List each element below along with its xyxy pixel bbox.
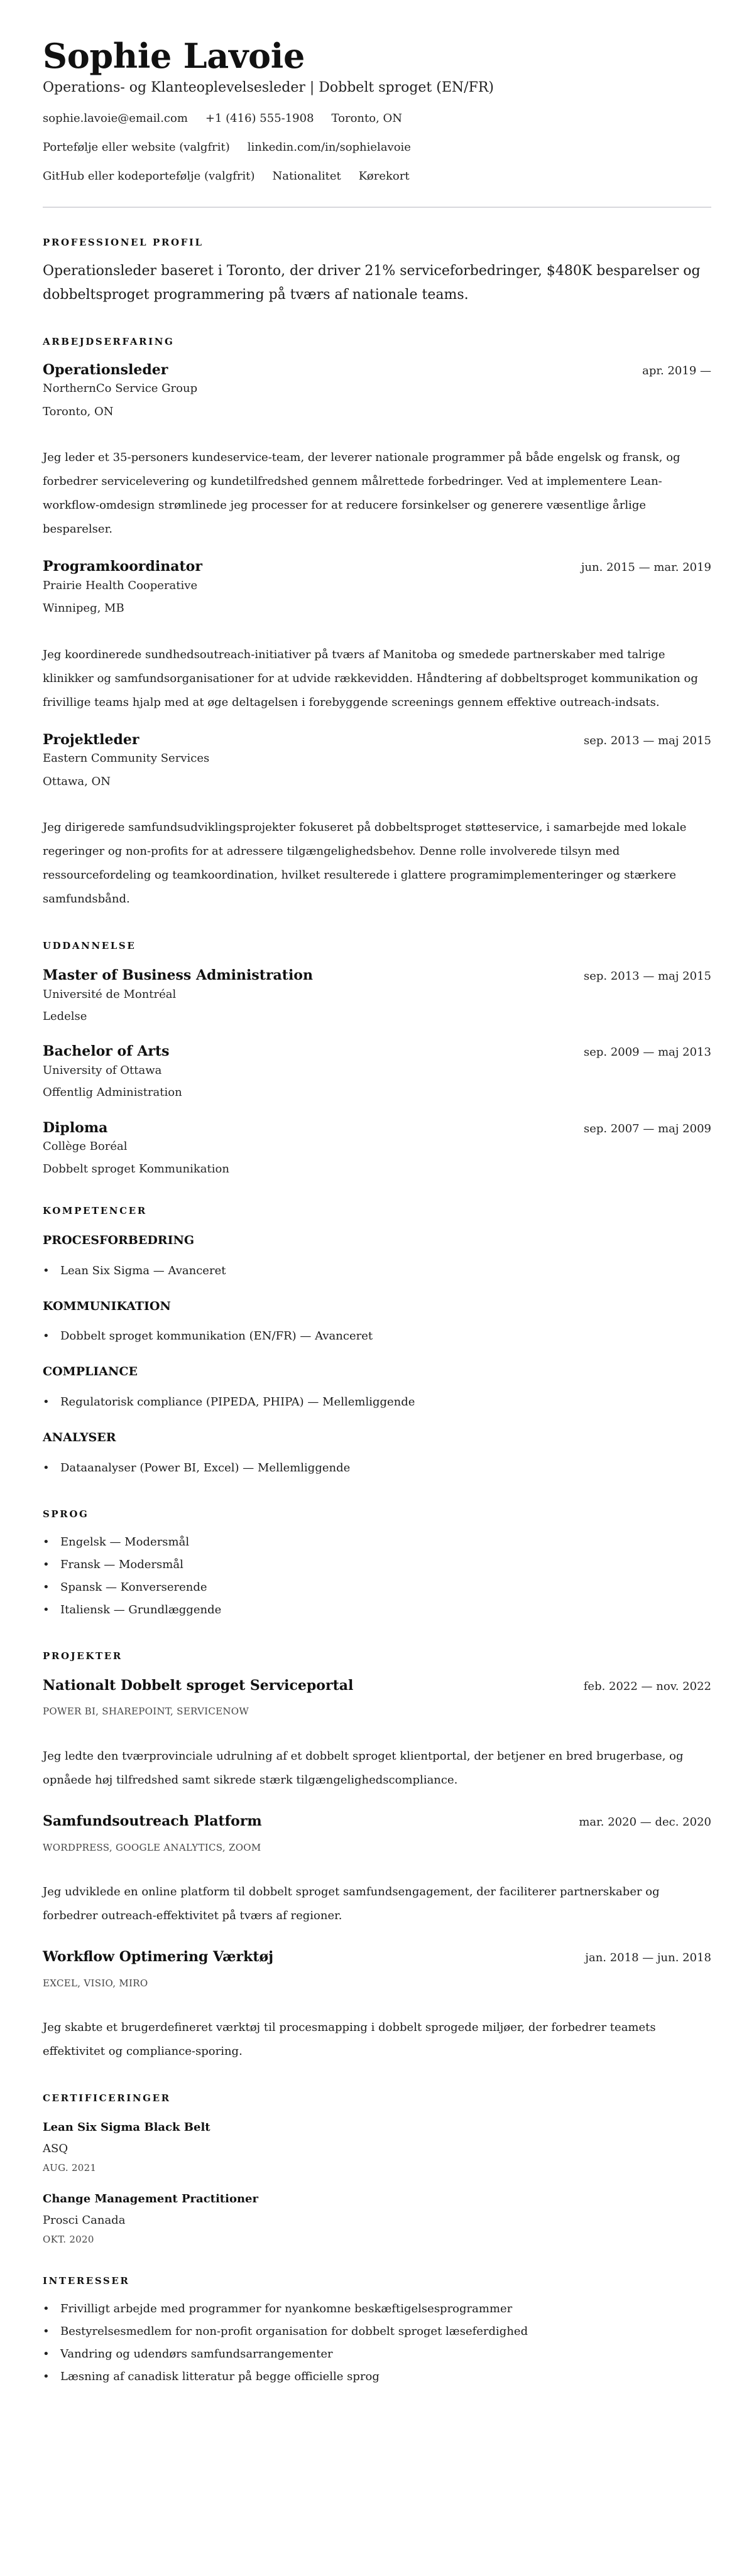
job-company: NorthernCo Service Group xyxy=(43,382,198,396)
skill-group xyxy=(43,1364,711,1414)
job-title: Programkoordinator xyxy=(43,558,202,575)
skills-groups xyxy=(43,1233,711,1480)
skills-section xyxy=(43,1205,711,1480)
skill-list xyxy=(43,1260,711,1282)
project-tech-stack: WORDPRESS, GOOGLE ANALYTICS, ZOOM xyxy=(43,1841,261,1853)
job-location: Winnipeg, MB xyxy=(43,602,124,615)
contact-portfolio[interactable]: Portefølje eller website (valgfrit) xyxy=(43,141,230,154)
field-of-study: Offentlig Administration xyxy=(43,1086,182,1100)
certification-issuer: Prosci Canada xyxy=(43,2213,126,2227)
contact-location: Toronto, ON xyxy=(331,111,403,125)
interest-item: • Bestyrelsesmedlem for non-profit organisation for dobbelt sproget læseferdighed xyxy=(43,2320,711,2343)
contact-info xyxy=(43,111,711,184)
project-tech-stack: POWER BI, SHAREPOINT, SERVICENOW xyxy=(43,1706,249,1718)
language-item: • Spansk — Konverserende xyxy=(43,1576,711,1599)
projects-section xyxy=(43,1650,711,2064)
education-entry xyxy=(43,966,711,1024)
experience-entry xyxy=(43,731,711,911)
experience-entry xyxy=(43,558,711,714)
language-list xyxy=(43,1531,711,1621)
contact-phone[interactable]: +1 (416) 555-1908 xyxy=(205,111,314,125)
degree-title: Master of Business Administration xyxy=(43,966,313,983)
job-location: Ottawa, ON xyxy=(43,774,111,788)
field-of-study: Ledelse xyxy=(43,1009,87,1023)
project-dates: feb. 2022 — nov. 2022 xyxy=(583,1679,711,1693)
contact-row xyxy=(43,140,711,154)
education-section xyxy=(43,940,711,1176)
job-title: Operationsleder xyxy=(43,361,168,378)
project-dates: jan. 2018 — jun. 2018 xyxy=(585,1951,711,1965)
job-dates: apr. 2019 — xyxy=(642,364,711,377)
education-dates: sep. 2013 — maj 2015 xyxy=(583,969,711,983)
contact-drivers-license: Kørekort xyxy=(358,170,410,183)
section-title: INTERESSER xyxy=(43,2275,130,2286)
certification-title: Change Management Practitioner xyxy=(43,2192,258,2206)
section-title: PROFESSIONEL PROFIL xyxy=(43,236,204,248)
project-list xyxy=(43,1677,711,2064)
skill-item: • Regulatorisk compliance (PIPEDA, PHIPA) — Mellemliggende xyxy=(43,1391,711,1414)
interests-section xyxy=(43,2275,711,2388)
contact-row xyxy=(43,111,711,126)
education-entry xyxy=(43,1042,711,1100)
language-item: • Fransk — Modersmål xyxy=(43,1554,711,1576)
language-item: • Italiensk — Grundlæggende xyxy=(43,1599,711,1621)
experience-section xyxy=(43,336,711,911)
contact-linkedin[interactable]: linkedin.com/in/sophielavoie xyxy=(247,141,411,154)
skill-list xyxy=(43,1391,711,1414)
certification-list xyxy=(43,2120,711,2246)
skill-group xyxy=(43,1299,711,1348)
certification-entry xyxy=(43,2120,711,2174)
job-company: Eastern Community Services xyxy=(43,752,210,766)
job-location: Toronto, ON xyxy=(43,404,114,418)
project-description: Jeg udviklede en online platform til dobbelt sproget samfundsengagement, der faciliterer partnerskaber og forbedrer outreach-effektivitet på tværs af regioner. xyxy=(43,1885,660,1923)
experience-list xyxy=(43,361,711,911)
certification-issuer: ASQ xyxy=(43,2141,68,2155)
project-tech-stack: EXCEL, VISIO, MIRO xyxy=(43,1977,148,1989)
job-dates: jun. 2015 — mar. 2019 xyxy=(581,561,711,575)
job-company: Prairie Health Cooperative xyxy=(43,578,198,592)
section-title: KOMPETENCER xyxy=(43,1205,147,1217)
skill-category: PROCESFORBEDRING xyxy=(43,1233,195,1248)
project-title: Nationalt Dobbelt sproget Serviceportal xyxy=(43,1677,354,1694)
degree-title: Diploma xyxy=(43,1119,108,1136)
project-entry xyxy=(43,1677,711,1792)
profile-summary: Operationsleder baseret i Toronto, der driver 21% serviceforbedringer, $480K besparelser og dobbeltsproget programmering på tværs af nationale teams. xyxy=(43,262,701,303)
candidate-name: Sophie Lavoie xyxy=(43,36,305,76)
project-description: Jeg skabte et brugerdefineret værktøj til procesmapping i dobbelt sprogede miljøer, der forbedrer teamets effektivitet og compliance-sporing. xyxy=(43,2021,656,2059)
interest-list xyxy=(43,2298,711,2388)
languages-section xyxy=(43,1508,711,1621)
section-title: CERTIFICERINGER xyxy=(43,2092,171,2104)
education-entry xyxy=(43,1119,711,1176)
header-divider xyxy=(43,207,711,208)
skill-category: KOMMUNIKATION xyxy=(43,1299,171,1313)
skill-item: • Lean Six Sigma — Avanceret xyxy=(43,1260,711,1282)
contact-github[interactable]: GitHub eller kodeportefølje (valgfrit) xyxy=(43,170,255,183)
education-list xyxy=(43,966,711,1176)
interest-item: • Vandring og udendørs samfundsarrangementer xyxy=(43,2343,711,2366)
job-title: Projektleder xyxy=(43,731,139,748)
job-description: Jeg koordinerede sundhedsoutreach-initiativer på tværs af Manitoba og smedede partnerskaber med talrige klinikker og samfundsorganisationer for at udvide rækkevidden. Håndtering af dobbeltsproget kommunikation og frivillige teams hjalp med at øge deltagelsen i forebyggende screenings gennem effektive outreach-indsats. xyxy=(43,647,698,709)
skill-category: ANALYSER xyxy=(43,1431,116,1445)
project-dates: mar. 2020 — dec. 2020 xyxy=(579,1815,711,1829)
contact-email[interactable]: sophie.lavoie@email.com xyxy=(43,111,188,125)
project-entry xyxy=(43,1812,711,1928)
skill-category: COMPLIANCE xyxy=(43,1365,138,1379)
certification-entry xyxy=(43,2192,711,2246)
job-dates: sep. 2013 — maj 2015 xyxy=(583,733,711,747)
skill-item: • Dataanalyser (Power BI, Excel) — Mellemliggende xyxy=(43,1457,711,1480)
section-title: UDDANNELSE xyxy=(43,939,136,951)
project-title: Samfundsoutreach Platform xyxy=(43,1812,262,1829)
candidate-headline: Operations- og Klanteoplevelsesleder | Dobbelt sproget (EN/FR) xyxy=(43,80,494,96)
section-title: SPROG xyxy=(43,1508,89,1520)
contact-row xyxy=(43,169,711,183)
skill-item: • Dobbelt sproget kommunikation (EN/FR) — Avanceret xyxy=(43,1325,711,1348)
interest-item: • Læsning af canadisk litteratur på begge officielle sprog xyxy=(43,2366,711,2388)
skill-list xyxy=(43,1457,711,1480)
experience-entry xyxy=(43,361,711,541)
skill-group xyxy=(43,1430,711,1480)
skill-list xyxy=(43,1325,711,1348)
school-name: Université de Montréal xyxy=(43,987,177,1001)
school-name: Collège Boréal xyxy=(43,1140,128,1154)
field-of-study: Dobbelt sproget Kommunikation xyxy=(43,1162,229,1176)
section-title: PROJEKTER xyxy=(43,1650,123,1662)
job-description: Jeg leder et 35-personers kundeservice-team, der leverer nationale programmer på både engelsk og fransk, og forbedrer servicelevering og kundetilfredshed gennem målrettede forbedringer. Ved at implementere Lean-workflow-omdesign strømlinede jeg processer for at reducere forsinkelser og generere væsentlige årlige besparelser. xyxy=(43,451,680,536)
degree-title: Bachelor of Arts xyxy=(43,1043,170,1060)
certification-title: Lean Six Sigma Black Belt xyxy=(43,2121,210,2135)
profile-section xyxy=(43,237,711,307)
project-title: Workflow Optimering Værktøj xyxy=(43,1949,274,1966)
certification-date: OKT. 2020 xyxy=(43,2234,94,2246)
education-dates: sep. 2007 — maj 2009 xyxy=(583,1122,711,1135)
skill-group xyxy=(43,1233,711,1282)
job-description: Jeg dirigerede samfundsudviklingsprojekter fokuseret på dobbeltsproget støtteservice, i samarbejde med lokale regeringer og non-profits for at adressere tilgængelighedsbehov. Denne rolle involverede tilsyn med ressourcefordeling og teamkoordination, hvilket resulterede i glattere programimplementeringer og stærkere samfundsbånd. xyxy=(43,820,687,906)
contact-nationality: Nationalitet xyxy=(272,170,341,183)
school-name: University of Ottawa xyxy=(43,1063,162,1077)
project-entry xyxy=(43,1948,711,2064)
certification-date: AUG. 2021 xyxy=(43,2162,97,2173)
interest-item: • Frivilligt arbejde med programmer for nyankomne beskæftigelsesprogrammer xyxy=(43,2298,711,2320)
language-item: • Engelsk — Modersmål xyxy=(43,1531,711,1554)
resume-header xyxy=(43,36,711,208)
project-description: Jeg ledte den tværprovinciale udrulning af et dobbelt sproget klientportal, der betjener en bred brugerbase, og opnåede høj tilfredshed samt sikrede stærk tilgængelighedscompliance. xyxy=(43,1749,684,1787)
section-title: ARBEJDSERFARING xyxy=(43,335,175,347)
education-dates: sep. 2009 — maj 2013 xyxy=(583,1046,711,1059)
certifications-section xyxy=(43,2092,711,2246)
